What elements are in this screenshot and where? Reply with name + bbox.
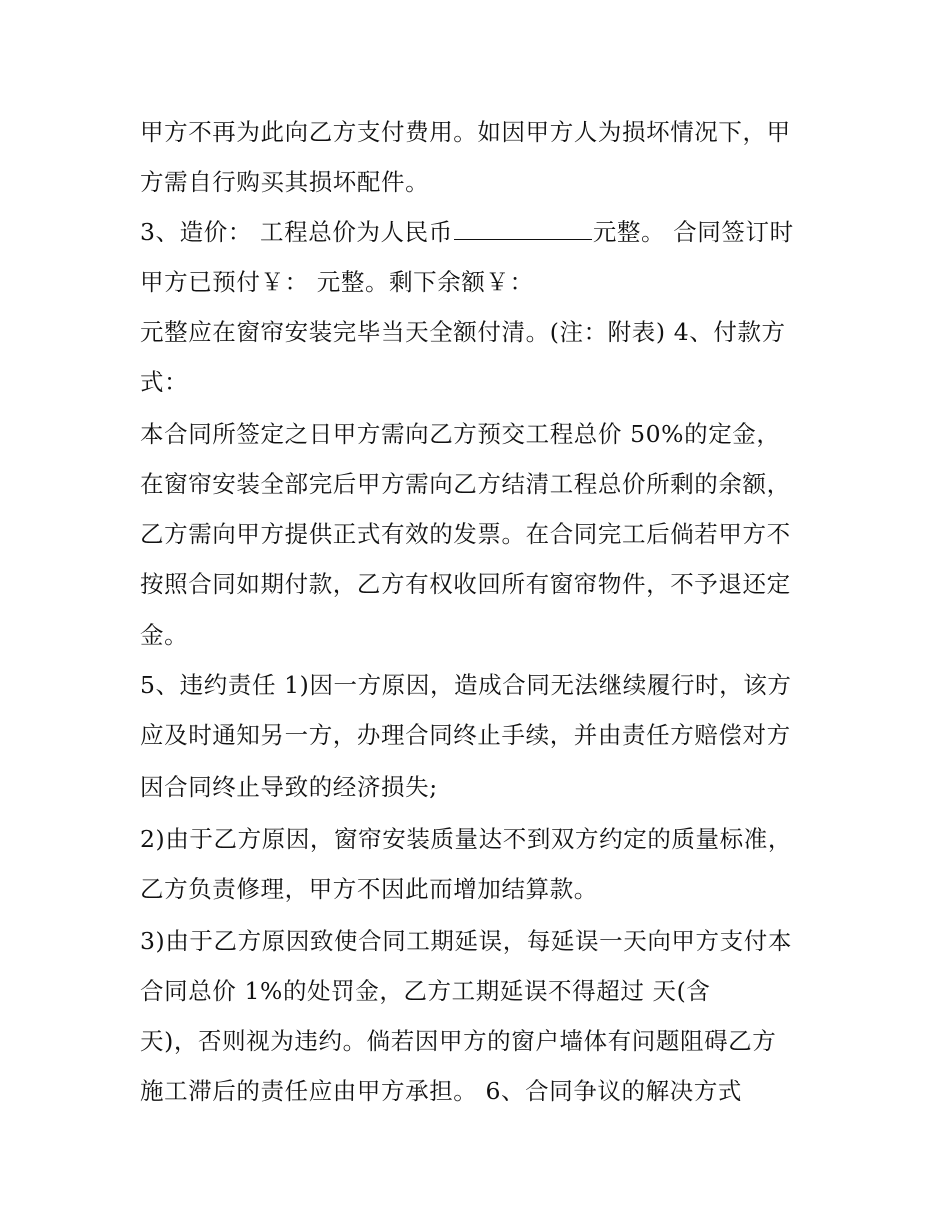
text-line: 金。 [140,621,189,649]
text-line: 合同总价 1%的处罚金，乙方工期延误不得超过 天(含 [140,977,711,1005]
text-line: 在窗帘安装全部完后甲方需向乙方结清工程总价所剩的余额， [140,470,791,498]
text-line: 甲方已预付￥： 元整。剩下余额￥： [140,268,534,296]
text-line: 方需自行购买其损坏配件。 [140,168,430,196]
text-line: 施工滞后的责任应由甲方承担。 6、合同争议的解决方式 [140,1077,743,1105]
price-suffix: 元整。 合同签订时 [592,218,794,246]
text-line-price [140,217,794,247]
text-line: 按照合同如期付款，乙方有权收回所有窗帘物件，不予退还定 [140,570,791,598]
text-line: 天)，否则视为违约。倘若因甲方的窗户墙体有问题阻碍乙方 [140,1027,777,1055]
price-blank-field [454,217,592,240]
text-line: 式： [140,368,189,396]
text-line: 3)由于乙方原因致使合同工期延误，每延误一天向甲方支付本 [140,927,792,955]
price-label: 3、造价： 工程总价为人民币 [140,218,453,246]
text-line: 因合同终止导致的经济损失; [140,773,438,801]
text-line: 本合同所签定之日甲方需向乙方预交工程总价 50%的定金， [140,420,781,448]
text-line: 应及时通知另一方，办理合同终止手续，并由责任方赔偿对方 [140,721,791,749]
text-line: 元整应在窗帘安装完毕当天全额付清。(注：附表) 4、付款方 [140,318,786,346]
text-line: 乙方需向甲方提供正式有效的发票。在合同完工后倘若甲方不 [140,520,791,548]
text-line: 2)由于乙方原因，窗帘安装质量达不到双方约定的质量标准， [140,825,792,853]
text-line: 甲方不再为此向乙方支付费用。如因甲方人为损坏情况下，甲 [140,118,791,146]
text-line: 5、违约责任 1)因一方原因，造成合同无法继续履行时，该方 [140,671,792,699]
text-line: 乙方负责修理，甲方不因此而增加结算款。 [140,875,598,903]
